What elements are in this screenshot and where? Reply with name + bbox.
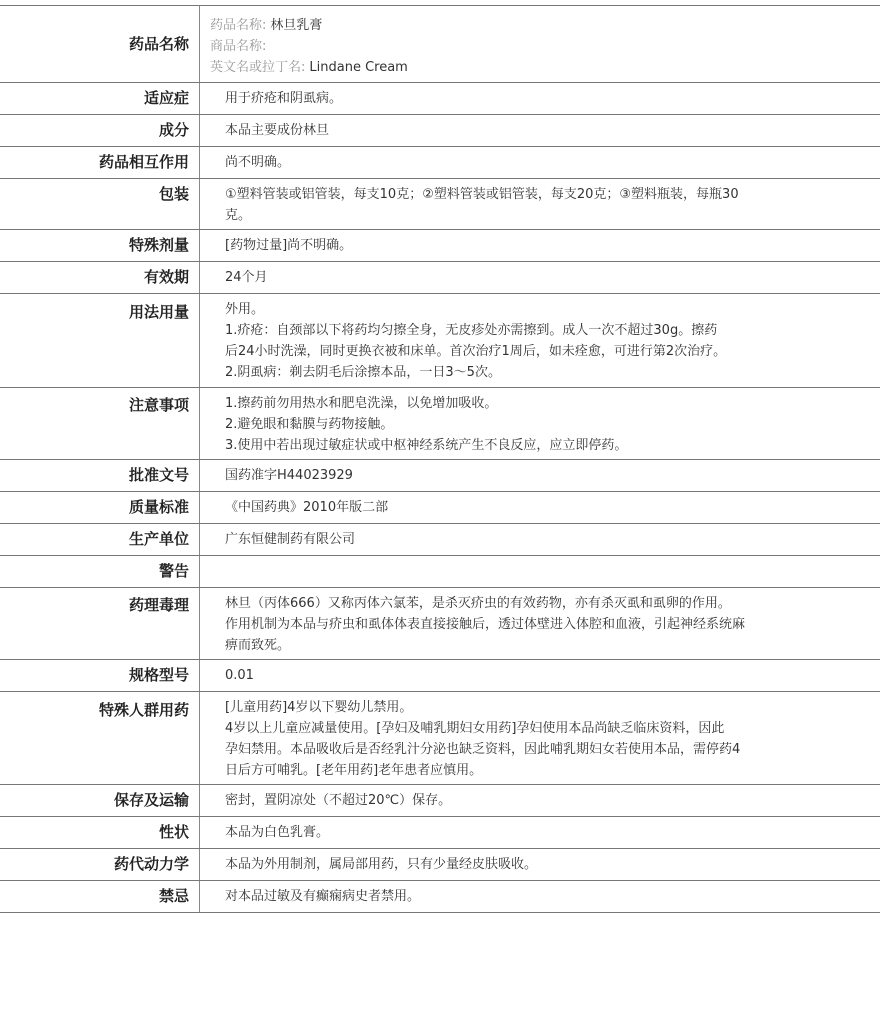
row-label: 特殊剂量 — [0, 230, 200, 261]
info-row — [0, 460, 880, 492]
value-line: 密封，置阴凉处（不超过20℃）保存。 — [225, 793, 452, 808]
row-value — [200, 692, 880, 784]
info-row — [0, 849, 880, 881]
info-row — [0, 692, 880, 785]
row-value — [200, 817, 880, 848]
row-label: 质量标准 — [0, 492, 200, 523]
row-value — [200, 147, 880, 178]
value-line: 对本品过敏及有癫痫病史者禁用。 — [225, 889, 421, 904]
info-row — [0, 817, 880, 849]
row-value — [200, 388, 880, 459]
row-value — [200, 881, 880, 912]
row-label: 有效期 — [0, 262, 200, 293]
trade-name-key: 商品名称: — [210, 39, 267, 54]
row-label: 保存及运输 — [0, 785, 200, 816]
info-row — [0, 179, 880, 230]
row-value — [200, 294, 880, 387]
row-label: 用法用量 — [0, 294, 200, 387]
value-line: 《中国药典》2010年版二部 — [225, 500, 389, 515]
value-line: 1.疥疮：自颈部以下将药均匀擦全身，无皮疹处亦需擦到。成人一次不超过30g。擦药 — [225, 323, 718, 338]
row-value — [200, 556, 880, 587]
value-line: 本品主要成份林旦 — [225, 123, 330, 138]
row-value — [200, 262, 880, 293]
value-line: 4岁以上儿童应减量使用。[孕妇及哺乳期妇女用药]孕妇使用本品尚缺乏临床资料，因此 — [225, 721, 725, 736]
info-row — [0, 262, 880, 294]
row-value — [200, 660, 880, 691]
row-label: 药理毒理 — [0, 588, 200, 659]
row-label: 注意事项 — [0, 388, 200, 459]
info-row — [0, 492, 880, 524]
english-name-line — [210, 57, 880, 78]
row-label: 批准文号 — [0, 460, 200, 491]
row-value — [200, 83, 880, 114]
row-value — [200, 460, 880, 491]
row-label: 性状 — [0, 817, 200, 848]
row-value — [200, 849, 880, 880]
value-line: 尚不明确。 — [225, 155, 291, 170]
value-line: 用于疥疮和阴虱病。 — [225, 91, 343, 106]
info-row — [0, 294, 880, 388]
value-line: 0.01 — [225, 668, 254, 683]
value-line: 1.擦药前勿用热水和肥皂洗澡，以免增加吸收。 — [225, 396, 498, 411]
info-row — [0, 881, 880, 913]
value-line: [药物过量]尚不明确。 — [225, 238, 353, 253]
info-row — [0, 588, 880, 660]
english-name-value: Lindane Cream — [309, 60, 408, 75]
row-label: 药品相互作用 — [0, 147, 200, 178]
generic-name-key: 药品名称: — [210, 18, 267, 33]
value-line: ①塑料管装或铝管装，每支10克；②塑料管装或铝管装，每支20克；③塑料瓶装，每瓶30 — [225, 187, 739, 202]
value-line: [儿童用药]4岁以下婴幼儿禁用。 — [225, 700, 413, 715]
row-label: 禁忌 — [0, 881, 200, 912]
value-line: 2.阴虱病：剃去阴毛后涂擦本品，一日3～5次。 — [225, 365, 501, 380]
info-row — [0, 147, 880, 179]
trade-name-line — [210, 36, 880, 57]
row-value — [200, 785, 880, 816]
info-row — [0, 115, 880, 147]
value-line: 广东恒健制药有限公司 — [225, 532, 356, 547]
value-line: 孕妇禁用。本品吸收后是否经乳汁分泌也缺乏资料，因此哺乳期妇女若使用本品，需停药4 — [225, 742, 741, 757]
drug-name-row — [0, 6, 880, 83]
row-value — [200, 524, 880, 555]
info-row — [0, 230, 880, 262]
row-value — [200, 588, 880, 659]
value-line: 本品为白色乳膏。 — [225, 825, 330, 840]
row-label: 警告 — [0, 556, 200, 587]
drug-info-table — [0, 5, 880, 913]
value-line: 日后方可哺乳。[老年用药]老年患者应慎用。 — [225, 763, 483, 778]
value-line: 痹而致死。 — [225, 638, 291, 653]
value-line: 作用机制为本品与疥虫和虱体体表直接接触后，透过体壁进入体腔和血液，引起神经系统麻 — [225, 617, 746, 632]
value-line: 3.使用中若出现过敏症状或中枢神经系统产生不良反应，应立即停药。 — [225, 438, 628, 453]
generic-name-line — [210, 15, 880, 36]
value-line: 国药准字H44023929 — [225, 468, 353, 483]
info-row — [0, 524, 880, 556]
value-line: 克。 — [225, 208, 252, 223]
value-line: 林旦（丙体666）又称丙体六氯苯，是杀灭疥虫的有效药物，亦有杀灭虱和虱卵的作用。 — [225, 596, 731, 611]
value-line: 外用。 — [225, 302, 265, 317]
row-value — [200, 115, 880, 146]
row-label: 成分 — [0, 115, 200, 146]
info-row — [0, 388, 880, 460]
row-label: 生产单位 — [0, 524, 200, 555]
drug-name-values — [200, 6, 880, 82]
info-row — [0, 660, 880, 692]
row-value — [200, 179, 880, 229]
value-line: 2.避免眼和黏膜与药物接触。 — [225, 417, 394, 432]
value-line: 24个月 — [225, 270, 268, 285]
row-value — [200, 230, 880, 261]
row-label: 包装 — [0, 179, 200, 229]
info-row — [0, 785, 880, 817]
row-value — [200, 492, 880, 523]
value-line: 后24小时洗澡，同时更换衣被和床单。首次治疗1周后，如未痊愈，可进行第2次治疗。 — [225, 344, 727, 359]
generic-name-value: 林旦乳膏 — [270, 18, 323, 33]
row-label: 药代动力学 — [0, 849, 200, 880]
row-label: 特殊人群用药 — [0, 692, 200, 784]
row-label: 规格型号 — [0, 660, 200, 691]
english-name-key: 英文名或拉丁名: — [210, 60, 306, 75]
info-row — [0, 556, 880, 588]
row-label: 适应症 — [0, 83, 200, 114]
row-label: 药品名称 — [0, 6, 200, 82]
info-row — [0, 83, 880, 115]
value-line: 本品为外用制剂，属局部用药，只有少量经皮肤吸收。 — [225, 857, 538, 872]
